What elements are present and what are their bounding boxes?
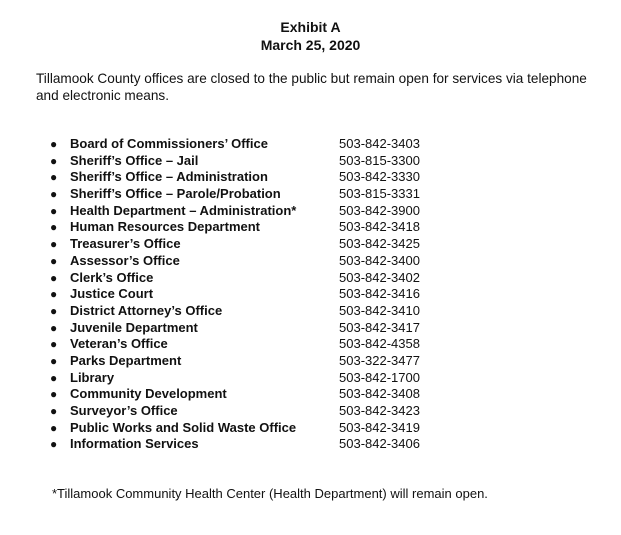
- office-phone: 503-842-3408: [339, 386, 420, 402]
- office-name: Sheriff’s Office – Jail: [70, 152, 199, 168]
- exhibit-title: Exhibit A: [280, 19, 341, 35]
- office-phone: 503-842-3419: [339, 419, 420, 435]
- bullet-icon: ●: [50, 187, 58, 202]
- office-name: Justice Court: [70, 286, 154, 302]
- bullet-icon: ●: [50, 320, 58, 335]
- bullet-icon: ●: [50, 287, 58, 302]
- office-row: [0, 370, 621, 387]
- office-phone: 503-842-3403: [339, 136, 420, 151]
- bullet-icon: ●: [50, 170, 58, 185]
- office-row: [0, 203, 621, 220]
- bullet-icon: ●: [50, 337, 58, 352]
- office-phone: 503-842-3425: [339, 236, 420, 252]
- office-row: [0, 420, 621, 437]
- bullet-icon: ●: [50, 153, 58, 168]
- bullet-icon: ●: [50, 404, 58, 418]
- office-row: [0, 153, 621, 170]
- bullet-icon: ●: [50, 437, 58, 452]
- office-name: Treasurer’s Office: [70, 236, 181, 252]
- office-name: Community Development: [70, 386, 227, 402]
- office-row: [0, 186, 621, 203]
- office-name: Health Department – Administration*: [70, 202, 297, 218]
- office-row: [0, 169, 621, 186]
- bullet-icon: ●: [50, 387, 58, 402]
- office-name: Juvenile Department: [70, 319, 198, 335]
- bullet-icon: ●: [50, 237, 58, 252]
- office-row: [0, 403, 621, 420]
- office-row: [0, 386, 621, 403]
- office-name: Assessor’s Office: [70, 252, 180, 268]
- office-name: Parks Department: [70, 352, 182, 368]
- office-name: Surveyor’s Office: [70, 403, 178, 418]
- office-row: [0, 436, 621, 453]
- office-row: [0, 303, 621, 320]
- office-phone: 503-842-3410: [339, 302, 420, 318]
- office-row: [0, 236, 621, 253]
- office-phone: 503-842-3400: [339, 252, 420, 268]
- bullet-icon: ●: [50, 220, 58, 235]
- office-phone: 503-322-3477: [339, 352, 420, 368]
- bullet-icon: ●: [50, 303, 58, 318]
- office-phone: 503-842-3406: [339, 436, 420, 452]
- bullet-icon: ●: [50, 270, 58, 285]
- office-phone: 503-842-3418: [339, 219, 420, 235]
- bullet-icon: ●: [50, 137, 58, 151]
- office-list: [0, 136, 621, 453]
- intro-paragraph: Tillamook County offices are closed to the public but remain open for services via telephone and electronic means.: [36, 71, 587, 103]
- office-row: [0, 136, 621, 153]
- office-row: [0, 219, 621, 236]
- bullet-icon: ●: [50, 253, 58, 268]
- office-name: Board of Commissioners’ Office: [70, 136, 268, 151]
- office-name: Veteran’s Office: [70, 336, 168, 352]
- office-name: Public Works and Solid Waste Office: [70, 419, 297, 435]
- office-name: District Attorney’s Office: [70, 302, 223, 318]
- office-phone: 503-815-3300: [339, 152, 420, 168]
- office-phone: 503-842-3330: [339, 169, 420, 185]
- office-name: Sheriff’s Office – Administration: [70, 169, 268, 185]
- bullet-icon: ●: [50, 420, 58, 435]
- office-phone: 503-842-3402: [339, 269, 420, 285]
- office-row: [0, 353, 621, 370]
- footnote: *Tillamook Community Health Center (Health Department) will remain open.: [52, 486, 488, 501]
- office-name: Information Services: [70, 436, 199, 452]
- office-phone: 503-815-3331: [339, 186, 420, 202]
- office-row: [0, 336, 621, 353]
- office-row: [0, 286, 621, 303]
- office-name: Human Resources Department: [70, 219, 260, 235]
- office-row: [0, 270, 621, 287]
- bullet-icon: ●: [50, 370, 58, 385]
- bullet-icon: ●: [50, 203, 58, 218]
- office-phone: 503-842-3416: [339, 286, 420, 302]
- office-phone: 503-842-1700: [339, 369, 420, 385]
- exhibit-date: March 25, 2020: [260, 37, 361, 53]
- office-name: Clerk’s Office: [70, 269, 154, 285]
- bullet-icon: ●: [50, 353, 58, 368]
- office-row: [0, 253, 621, 270]
- office-name: Library: [70, 369, 115, 385]
- office-phone: 503-842-3900: [339, 202, 420, 218]
- office-phone: 503-842-3417: [339, 319, 420, 335]
- office-phone: 503-842-3423: [339, 403, 420, 418]
- office-row: [0, 320, 621, 337]
- office-phone: 503-842-4358: [339, 336, 420, 352]
- office-name: Sheriff’s Office – Parole/Probation: [70, 186, 281, 202]
